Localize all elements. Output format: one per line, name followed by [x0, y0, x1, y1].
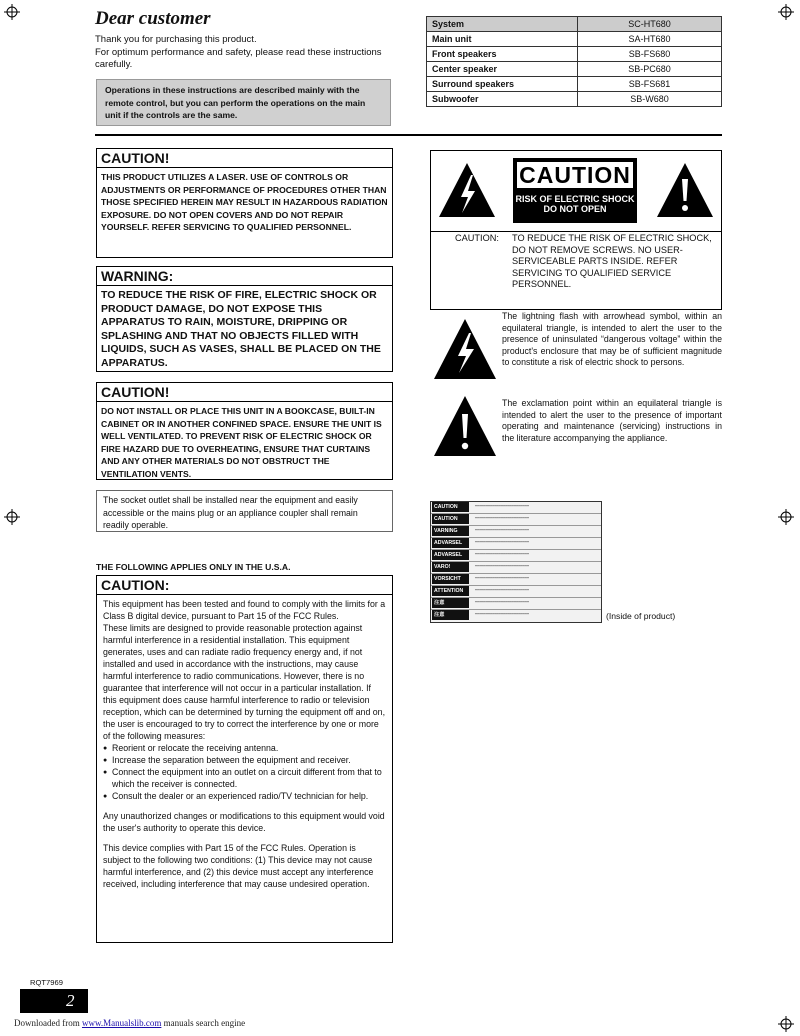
box-body: TO REDUCE THE RISK OF FIRE, ELECTRIC SHOCK OR PRODUCT DAMAGE, DO NOT EXPOSE THIS APPARATUS TO RAIN, MOISTURE, DRIPPING OR SPLASHING AND THAT NO OBJECTS FILLED WITH LIQUIDS, SUCH AS VASES, SHALL BE PLACED ON THE APPARATUS.: [101, 289, 381, 369]
label-key: ATTENTION: [432, 586, 469, 596]
usa-heading: THE FOLLOWING APPLIES ONLY IN THE U.S.A.: [96, 562, 291, 572]
lightning-explanation: The lightning flash with arrowhead symbol, within an equilateral triangle, is intended to alert the user to the presence of uninsulated “dangerous voltage” within the product's enclosure that may be of sufficient magnitude to constitute a risk of electric shock to persons.: [502, 311, 722, 367]
exclamation-explanation: The exclamation point within an equilateral triangle is intended to alert the user to the presence of important operating and maintenance (servicing) instructions in the literature accompanying the appliance.: [502, 398, 722, 443]
shock-caution-text: TO REDUCE THE RISK OF ELECTRIC SHOCK, DO NOT REMOVE SCREWS. NO USER-SERVICEABLE PARTS INSIDE. REFER SERVICING TO QUALIFIED SERVICE PERSONNEL.: [512, 233, 712, 289]
page-number: 2: [66, 991, 75, 1010]
lightning-triangle-icon: [437, 161, 497, 221]
label-key: CAUTION: [432, 514, 469, 524]
fcc-paragraph: Any unauthorized changes or modifications to this equipment would void the user's authority to operate this device.: [103, 811, 385, 833]
page-title: Dear customer: [95, 8, 211, 29]
table-cell: Subwoofer: [427, 92, 578, 107]
caution-graphic: [431, 151, 721, 232]
registration-mark-icon: [778, 509, 794, 525]
list-item: ● Consult the dealer or an experienced radio/TV technician for help.: [103, 790, 386, 802]
label-row: [431, 586, 601, 598]
fine-print-icon: ━━━━━━━━━━━━━━━━━━━━━━━━━: [475, 612, 530, 616]
list-item: ● Increase the separation between the equipment and receiver.: [103, 754, 386, 766]
box-title: CAUTION!: [97, 383, 392, 402]
laser-caution-box: [96, 148, 393, 258]
label-key: 注意: [432, 610, 469, 620]
do-not-open-text: DO NOT OPEN: [543, 204, 607, 214]
ventilation-caution-box: [96, 382, 393, 480]
label-row: [431, 538, 601, 550]
model-table: [426, 16, 722, 107]
fine-print-icon: ━━━━━━━━━━━━━━━━━━━━━━━━━: [475, 588, 530, 592]
caution-plate: [513, 158, 637, 223]
intro-line: For optimum performance and safety, please read these instructions carefully.: [95, 46, 382, 70]
box-body: THIS PRODUCT UTILIZES A LASER. USE OF CONTROLS OR ADJUSTMENTS OR PERFORMANCE OF PROCEDURES OTHER THAN THOSE SPECIFIED HEREIN MAY RESULT IN HAZARDOUS RADIATION EXPOSURE. DO NOT OPEN COVERS AND DO NOT REPAIR YOURSELF. REFER SERVICING TO QUALIFIED PERSONNEL.: [101, 172, 388, 232]
document-code: RQT7969: [30, 978, 63, 987]
label-row: [431, 562, 601, 574]
box-title: WARNING:: [97, 267, 392, 286]
box-body: [97, 595, 392, 901]
table-cell: Main unit: [427, 32, 578, 47]
fcc-paragraph: This equipment has been tested and found to comply with the limits for a Class B digital device, pursuant to Part 15 of the FCC Rules.: [103, 599, 386, 621]
operation-note: Operations in these instructions are described mainly with the remote control, but you can perform the operations on the main unit if the controls are the same.: [96, 79, 391, 126]
section-divider: [95, 134, 722, 136]
table-row: [427, 32, 722, 47]
table-row: [427, 47, 722, 62]
label-row: [431, 574, 601, 586]
registration-mark-icon: [778, 1016, 794, 1032]
intro-line: Thank you for purchasing this product.: [95, 34, 257, 45]
shock-caution-label: CAUTION:: [455, 233, 499, 243]
label-key: ADVARSEL: [432, 550, 469, 560]
box-title: CAUTION:: [97, 576, 392, 595]
footer-prefix: Downloaded from: [14, 1018, 80, 1028]
fcc-paragraph: These limits are designed to provide reasonable protection against harmful interference in a residential installation. This equipment generates, uses and can radiate radio frequency energy and, if not installed and used in accordance with the instructions, may cause harmful interference to radio communications. However, there is no guarantee that interference will not occur in a particular installation. If this equipment does cause harmful interference to radio or television reception, which can be determined by turning the equipment off and on, the user is encouraged to try to correct the interference by one or more of the following measures:: [103, 623, 386, 741]
socket-note: The socket outlet shall be installed near the equipment and easily accessible or the mains plug or an appliance coupler shall remain readily operable.: [96, 490, 393, 532]
label-row: [431, 514, 601, 526]
page-number-tab: [20, 989, 88, 1013]
table-cell: SA-HT680: [578, 32, 722, 47]
label-row: [431, 502, 601, 514]
label-key: VORSICHT: [432, 574, 469, 584]
table-cell: SC-HT680: [578, 17, 722, 32]
intro-text: [95, 34, 395, 72]
registration-mark-icon: [4, 509, 20, 525]
label-key: VARO!: [432, 562, 469, 572]
label-row: [431, 526, 601, 538]
exclamation-triangle-icon: [655, 161, 715, 221]
table-row: [427, 77, 722, 92]
table-cell: Surround speakers: [427, 77, 578, 92]
label-row: [431, 610, 601, 621]
label-caption: (Inside of product): [606, 611, 676, 621]
box-title: CAUTION!: [97, 149, 392, 168]
table-cell: Center speaker: [427, 62, 578, 77]
fine-print-icon: ━━━━━━━━━━━━━━━━━━━━━━━━━: [475, 576, 530, 580]
fine-print-icon: ━━━━━━━━━━━━━━━━━━━━━━━━━: [475, 540, 530, 544]
label-key: ADVARSEL: [432, 538, 469, 548]
table-cell: Front speakers: [427, 47, 578, 62]
list-item: ● Connect the equipment into an outlet on a circuit different from that to which the receiver is connected.: [103, 766, 386, 790]
table-row: [427, 17, 722, 32]
fine-print-icon: ━━━━━━━━━━━━━━━━━━━━━━━━━: [475, 504, 530, 508]
lightning-triangle-icon: [432, 317, 498, 381]
label-row: [431, 550, 601, 562]
label-key: 注意: [432, 598, 469, 608]
table-cell: SB-W680: [578, 92, 722, 107]
label-key: VARNING: [432, 526, 469, 536]
laser-warning-label: [430, 501, 602, 623]
fine-print-icon: ━━━━━━━━━━━━━━━━━━━━━━━━━: [475, 516, 530, 520]
fcc-paragraph: This device complies with Part 15 of the FCC Rules. Operation is subject to the following two conditions: (1) This device may not cause harmful interference, and (2) this device must accept any interference received, including interference that may cause undesired operation.: [103, 843, 374, 889]
manualslib-link[interactable]: www.Manualslib.com: [81, 1018, 162, 1028]
caution-word: CAUTION: [517, 162, 633, 188]
table-row: [427, 62, 722, 77]
fine-print-icon: ━━━━━━━━━━━━━━━━━━━━━━━━━: [475, 564, 530, 568]
warning-box: [96, 266, 393, 372]
label-row: [431, 598, 601, 610]
box-body: DO NOT INSTALL OR PLACE THIS UNIT IN A BOOKCASE, BUILT-IN CABINET OR IN ANOTHER CONFINED SPACE. ENSURE THE UNIT IS WELL VENTILATED. TO PREVENT RISK OF ELECTRIC SHOCK OR FIRE HAZARD DUE TO OVERHEATING, ENSURE THAT CURTAINS AND ANY OTHER MATERIALS DO NOT OBSTRUCT THE VENTILATION VENTS.: [101, 406, 382, 479]
table-cell: System: [427, 17, 578, 32]
table-cell: SB-PC680: [578, 62, 722, 77]
footer-suffix: manuals search engine: [163, 1018, 246, 1028]
registration-mark-icon: [4, 4, 20, 20]
registration-mark-icon: [778, 4, 794, 20]
label-key: CAUTION: [432, 502, 469, 512]
fcc-caution-box: [96, 575, 393, 943]
download-footer: [14, 1018, 245, 1028]
table-cell: SB-FS680: [578, 47, 722, 62]
list-item: ● Reorient or relocate the receiving antenna.: [103, 742, 386, 754]
table-row: [427, 92, 722, 107]
fine-print-icon: ━━━━━━━━━━━━━━━━━━━━━━━━━: [475, 600, 530, 604]
fine-print-icon: ━━━━━━━━━━━━━━━━━━━━━━━━━: [475, 528, 530, 532]
table-cell: SB-FS681: [578, 77, 722, 92]
fine-print-icon: ━━━━━━━━━━━━━━━━━━━━━━━━━: [475, 552, 530, 556]
exclamation-triangle-icon: [432, 394, 498, 458]
risk-text: RISK OF ELECTRIC SHOCK: [515, 194, 635, 204]
